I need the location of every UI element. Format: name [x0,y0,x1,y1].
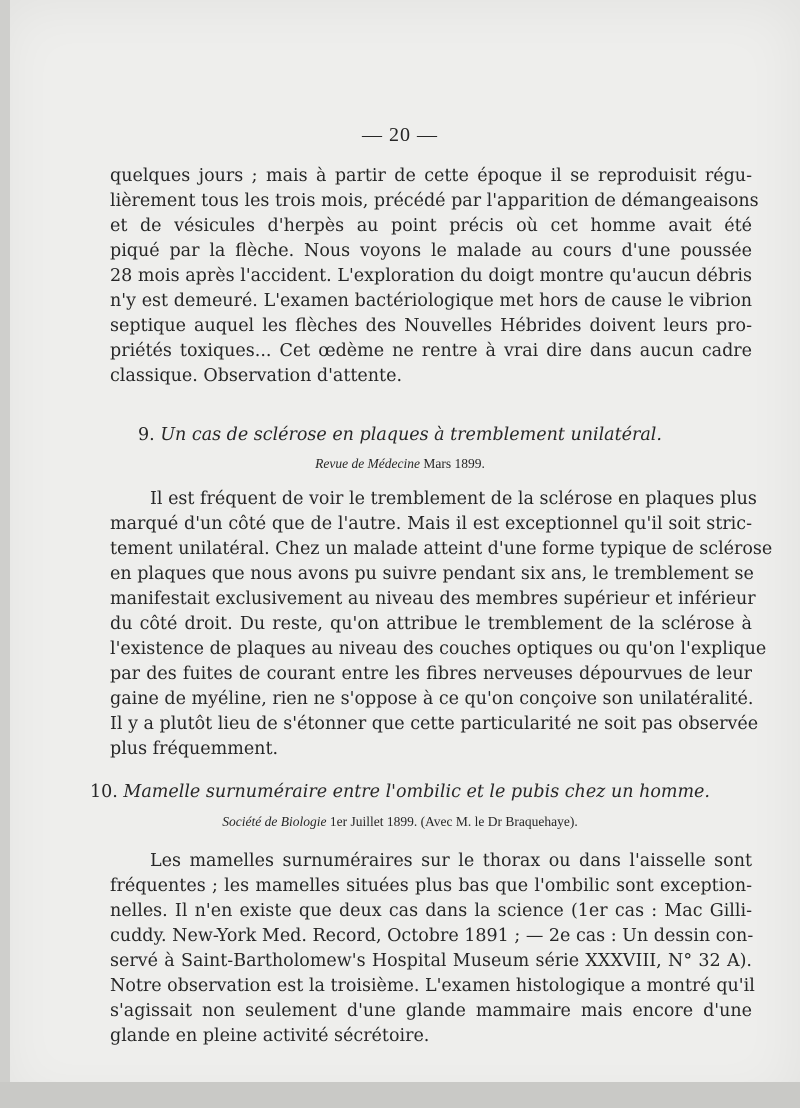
text-line: marqué d'un côté que de l'autre. Mais il est exceptionnel qu'il soit stric- [110,514,752,534]
section-10-number: 10. [90,782,118,802]
text-line: glande en pleine activité sécrétoire. [110,1026,430,1046]
text-line: piqué par la flèche. Nous voyons le malade au cours d'une poussée [110,241,752,261]
page-number: — 20 — [362,124,438,146]
section-10-date: 1er Juillet 1899. (Avec M. le Dr Braquehaye). [329,814,578,829]
section-10-heading [0,782,800,802]
text-line: servé à Saint-Bartholomew's Hospital Museum série XXXVIII, N° 32 A). [110,951,752,971]
text-line: nelles. Il n'en existe que deux cas dans la science (1er cas : Mac Gilli- [110,901,752,921]
text-line: s'agissait non seulement d'une glande mammaire mais encore d'une [110,1001,752,1021]
section-9-date: Mars 1899. [423,456,485,471]
text-line: manifestait exclusivement au niveau des membres supérieur et inférieur [110,589,756,609]
text-line: tement unilatéral. Chez un malade atteint d'une forme typique de sclérose [110,539,773,559]
text-line: par des fuites de courant entre les fibres nerveuses dépourvues de leur [110,664,752,684]
paragraph-1 [110,164,759,389]
section-9-body [110,487,773,762]
text-line: classique. Observation d'attente. [110,366,403,386]
section-9-number: 9. [138,425,155,445]
text-line: priétés toxiques... Cet œdème ne rentre à vrai dire dans aucun cadre [110,341,752,361]
text-line: gaine de myéline, rien ne s'oppose à ce qu'on conçoive son unilatéralité. [110,689,754,709]
text-line: 28 mois après l'accident. L'exploration du doigt montre qu'aucun débris [110,266,752,286]
section-10-title: Mamelle surnuméraire entre l'ombilic et le pubis chez un homme. [123,782,710,802]
text-line: en plaques que nous avons pu suivre pendant six ans, le tremblement se [110,564,754,584]
text-line: cuddy. New-York Med. Record, Octobre 1891 ; — 2e cas : Un dessin con- [110,926,754,946]
text-line: l'existence de plaques au niveau des couches optiques ou qu'on l'explique [110,639,767,659]
section-10-body [110,849,755,1049]
text-line: n'y est demeuré. L'examen bactériologique met hors de cause le vibrion [110,291,752,311]
section-9-heading [0,425,800,445]
section-9-journal: Revue de Médecine [315,456,421,471]
scan-edge-left [0,0,10,1108]
section-9-source [0,456,800,472]
text-line: fréquentes ; les mamelles situées plus bas que l'ombilic sont exception- [110,876,752,896]
text-line: Les mamelles surnuméraires sur le thorax ou dans l'aisselle sont [150,851,752,871]
text-line: lièrement tous les trois mois, précédé par l'apparition de démangeaisons [110,191,759,211]
scan-edge-bottom [0,1082,800,1108]
section-10-source [0,814,800,830]
text-line: septique auquel les flèches des Nouvelles Hébrides doivent leurs pro- [110,316,752,336]
text-line: Notre observation est la troisième. L'examen histologique a montré qu'il [110,976,755,996]
section-10-journal: Société de Biologie [222,814,327,829]
text-line: et de vésicules d'herpès au point précis où cet homme avait été [110,216,752,236]
text-line: Il est fréquent de voir le tremblement de la sclérose en plaques plus [150,489,757,509]
text-line: du côté droit. Du reste, qu'on attribue le tremblement de la sclérose à [110,614,752,634]
section-9-title: Un cas de sclérose en plaques à tremblement unilatéral. [160,425,662,445]
text-line: plus fréquemment. [110,739,279,759]
text-line: quelques jours ; mais à partir de cette époque il se reproduisit régu- [110,166,752,186]
text-line: Il y a plutôt lieu de s'étonner que cette particularité ne soit pas observée [110,714,759,734]
